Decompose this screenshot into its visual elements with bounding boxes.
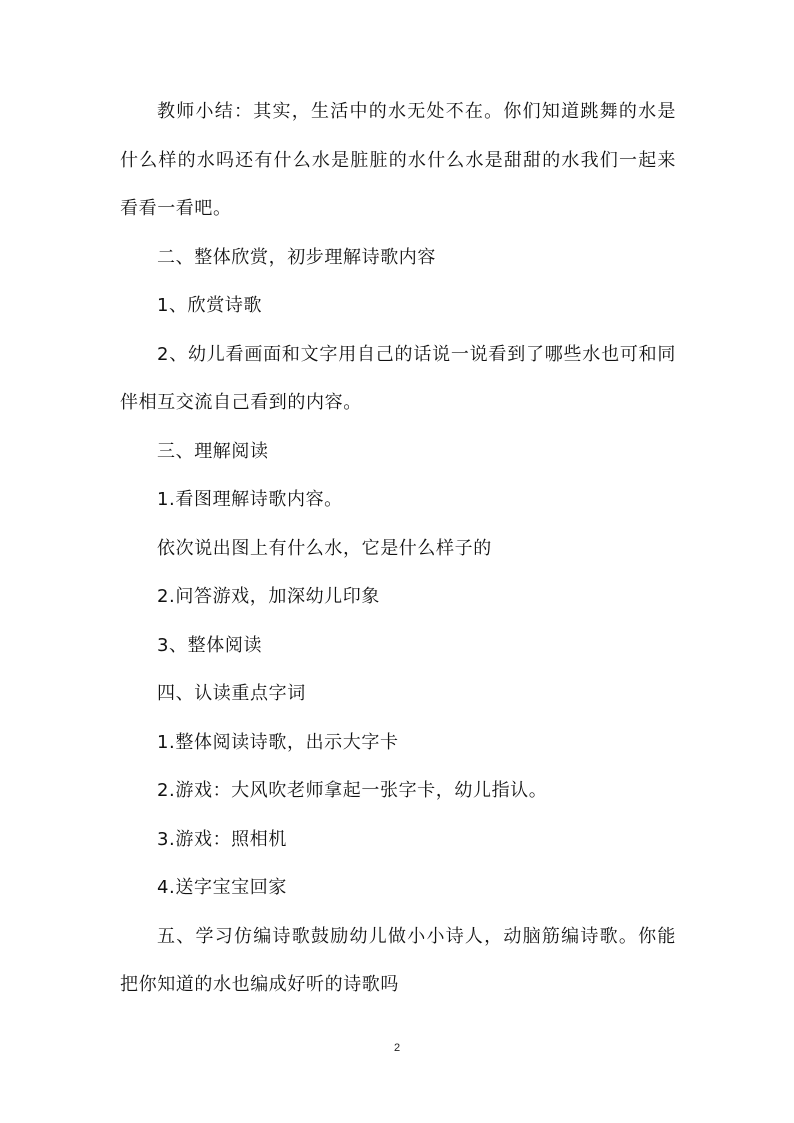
list-item-overall-reading: 3、整体阅读 [157,634,263,656]
list-item-appreciate-poem: 1、欣赏诗歌 [157,295,263,316]
paragraph-describe-water: 依次说出图上有什么水，它是什么样子的 [157,537,492,559]
list-item-camera-game: 3.游戏：照相机 [157,828,287,850]
section-heading-understand-reading: 三、理解阅读 [157,440,269,462]
section-heading-imitate-poem: 五、学习仿编诗歌鼓励幼儿做小小诗人，动脑筋编诗歌。你能把你知道的水也编成好听的诗歌吗 [120,925,676,995]
page-number: 2 [393,1042,401,1054]
document-body [120,88,676,1010]
list-item-picture-understanding: 1.看图理解诗歌内容。 [157,489,343,510]
list-item-word-cards: 1.整体阅读诗歌，出示大字卡 [157,731,399,753]
list-item-send-words-home: 4.送字宝宝回家 [157,877,287,898]
list-item-wind-game: 2.游戏：大风吹老师拿起一张字卡，幼儿指认。 [157,780,548,801]
list-item-look-and-share: 2、幼儿看画面和文字用自己的话说一说看到了哪些水也可和同伴相互交流自己看到的内容。 [120,343,676,413]
list-item-qa-game: 2.问答游戏，加深幼儿印象 [157,586,380,607]
paragraph-teacher-summary: 教师小结：其实，生活中的水无处不在。你们知道跳舞的水是什么样的水吗还有什么水是脏脏的水什么水是甜甜的水我们一起来看看一看吧。 [120,101,676,219]
section-heading-key-words: 四、认读重点字词 [157,683,306,704]
section-heading-overall-appreciation: 二、整体欣赏，初步理解诗歌内容 [157,246,436,268]
